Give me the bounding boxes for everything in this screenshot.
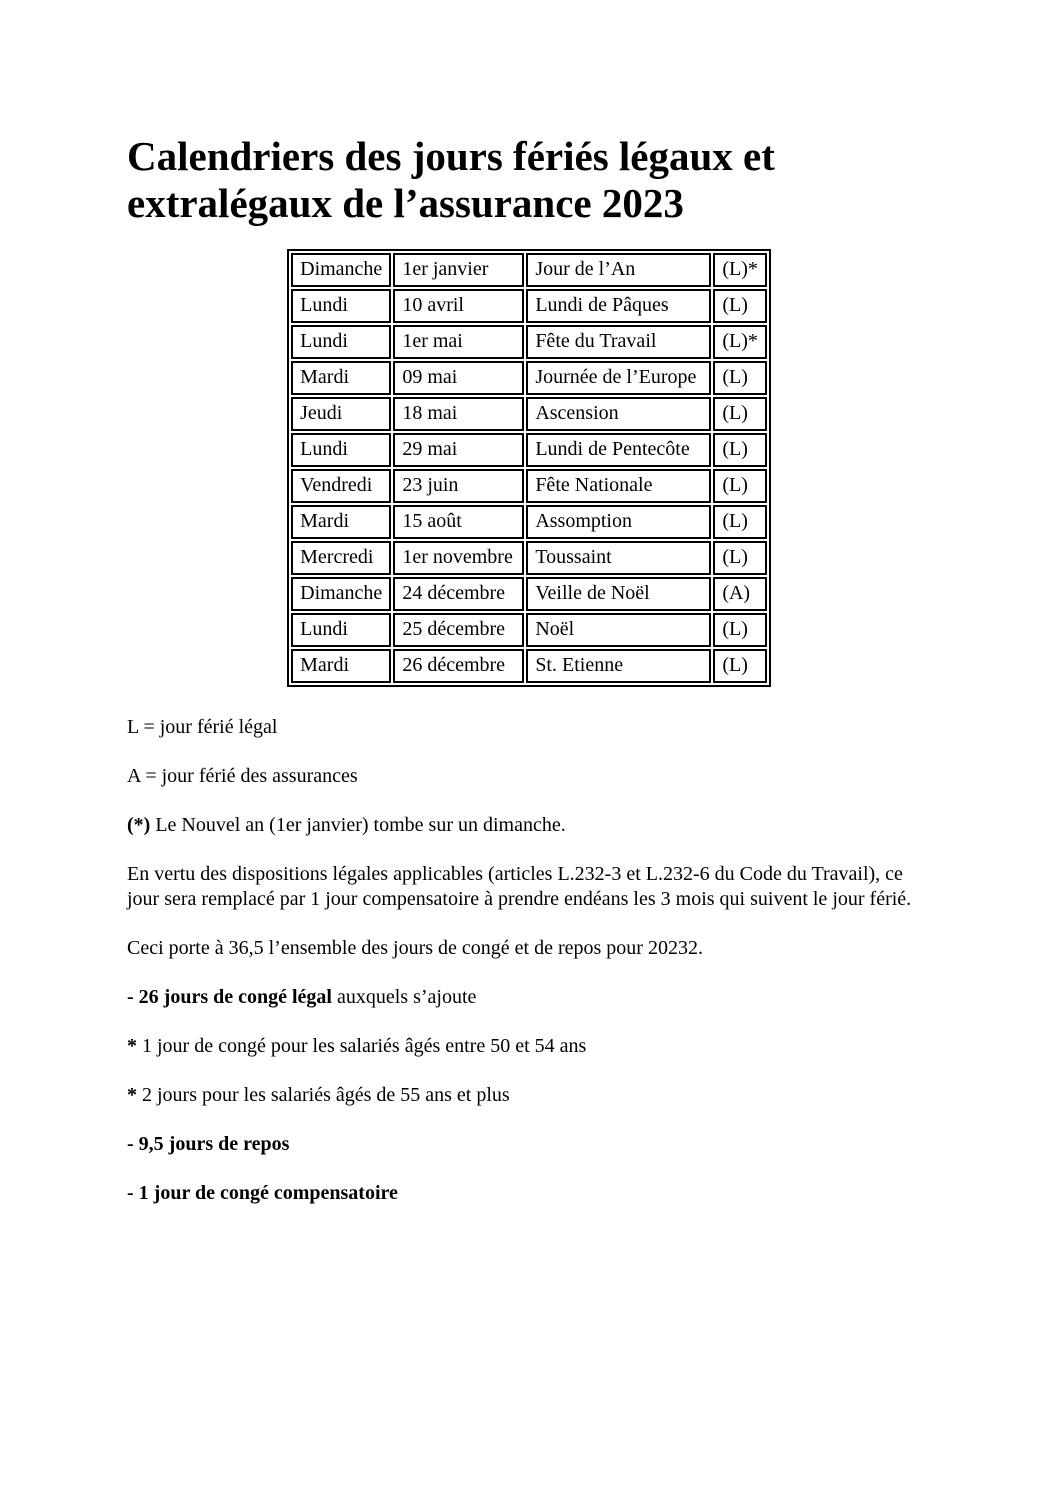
cell-day: Dimanche [291,253,391,287]
cell-day: Mercredi [291,541,391,575]
table-row [291,325,767,359]
cell-holiday: Veille de Noël [526,577,711,611]
cell-type: (L) [713,541,767,575]
cell-holiday: Lundi de Pentecôte [526,433,711,467]
cell-day: Lundi [291,613,391,647]
cell-date: 29 mai [393,433,524,467]
cell-type: (L) [713,505,767,539]
table-row [291,289,767,323]
table-row [291,541,767,575]
table-row [291,613,767,647]
cell-date: 24 décembre [393,577,524,611]
cell-date: 18 mai [393,397,524,431]
cell-type: (L)* [713,325,767,359]
body-text [127,715,931,1206]
list-item-conge-50-54: * 1 jour de congé pour les salariés âgés entre 50 et 54 ans [127,1035,587,1057]
cell-type: (L)* [713,253,767,287]
cell-date: 15 août [393,505,524,539]
list-item-conge-55-plus: * 2 jours pour les salariés âgés de 55 ans et plus [127,1084,510,1106]
table-row [291,649,767,683]
cell-day: Lundi [291,433,391,467]
cell-day: Lundi [291,325,391,359]
list-item-jours-repos: - 9,5 jours de repos [127,1133,290,1155]
cell-holiday: St. Etienne [526,649,711,683]
table-row [291,433,767,467]
cell-type: (L) [713,649,767,683]
paragraph-total-days: Ceci porte à 36,5 l’ensemble des jours de congé et de repos pour 20232. [127,937,703,959]
cell-holiday: Lundi de Pâques [526,289,711,323]
cell-day: Vendredi [291,469,391,503]
cell-holiday: Fête Nationale [526,469,711,503]
cell-type: (L) [713,613,767,647]
holidays-table [287,249,771,687]
legend-line-a: A = jour férié des assurances [127,765,358,787]
cell-type: (L) [713,397,767,431]
list-item-conge-compensatoire: - 1 jour de congé compensatoire [127,1182,398,1204]
cell-day: Mardi [291,505,391,539]
cell-holiday: Jour de l’An [526,253,711,287]
paragraph-legal-provisions: En vertu des dispositions légales applicables (articles L.232-3 et L.232-6 du Code du Travail), ce jour sera remplacé par 1 jour compensatoire à prendre endéans les 3 mois qui suivent le jour férié. [127,863,912,910]
cell-type: (L) [713,361,767,395]
cell-type: (L) [713,289,767,323]
page-title: Calendriers des jours fériés légaux et extralégaux de l’assurance 2023 [127,133,775,226]
cell-day: Dimanche [291,577,391,611]
cell-date: 1er mai [393,325,524,359]
cell-date: 1er janvier [393,253,524,287]
cell-holiday: Noël [526,613,711,647]
note-asterisk: (*) Le Nouvel an (1er janvier) tombe sur un dimanche. [127,814,566,836]
cell-date: 09 mai [393,361,524,395]
table-row [291,397,767,431]
cell-day: Jeudi [291,397,391,431]
cell-holiday: Journée de l’Europe [526,361,711,395]
cell-date: 26 décembre [393,649,524,683]
cell-type: (L) [713,433,767,467]
cell-day: Mardi [291,361,391,395]
cell-date: 10 avril [393,289,524,323]
cell-holiday: Assomption [526,505,711,539]
table-row [291,253,767,287]
table-row [291,505,767,539]
cell-date: 23 juin [393,469,524,503]
legend-line-l: L = jour férié légal [127,716,278,738]
cell-holiday: Ascension [526,397,711,431]
cell-date: 25 décembre [393,613,524,647]
cell-type: (L) [713,469,767,503]
cell-type: (A) [713,577,767,611]
cell-holiday: Fête du Travail [526,325,711,359]
cell-holiday: Toussaint [526,541,711,575]
table-row [291,469,767,503]
cell-date: 1er novembre [393,541,524,575]
list-item-conge-legal: - 26 jours de congé légal auxquels s’ajoute [127,986,477,1008]
table-row [291,577,767,611]
cell-day: Lundi [291,289,391,323]
table-row [291,361,767,395]
cell-day: Mardi [291,649,391,683]
